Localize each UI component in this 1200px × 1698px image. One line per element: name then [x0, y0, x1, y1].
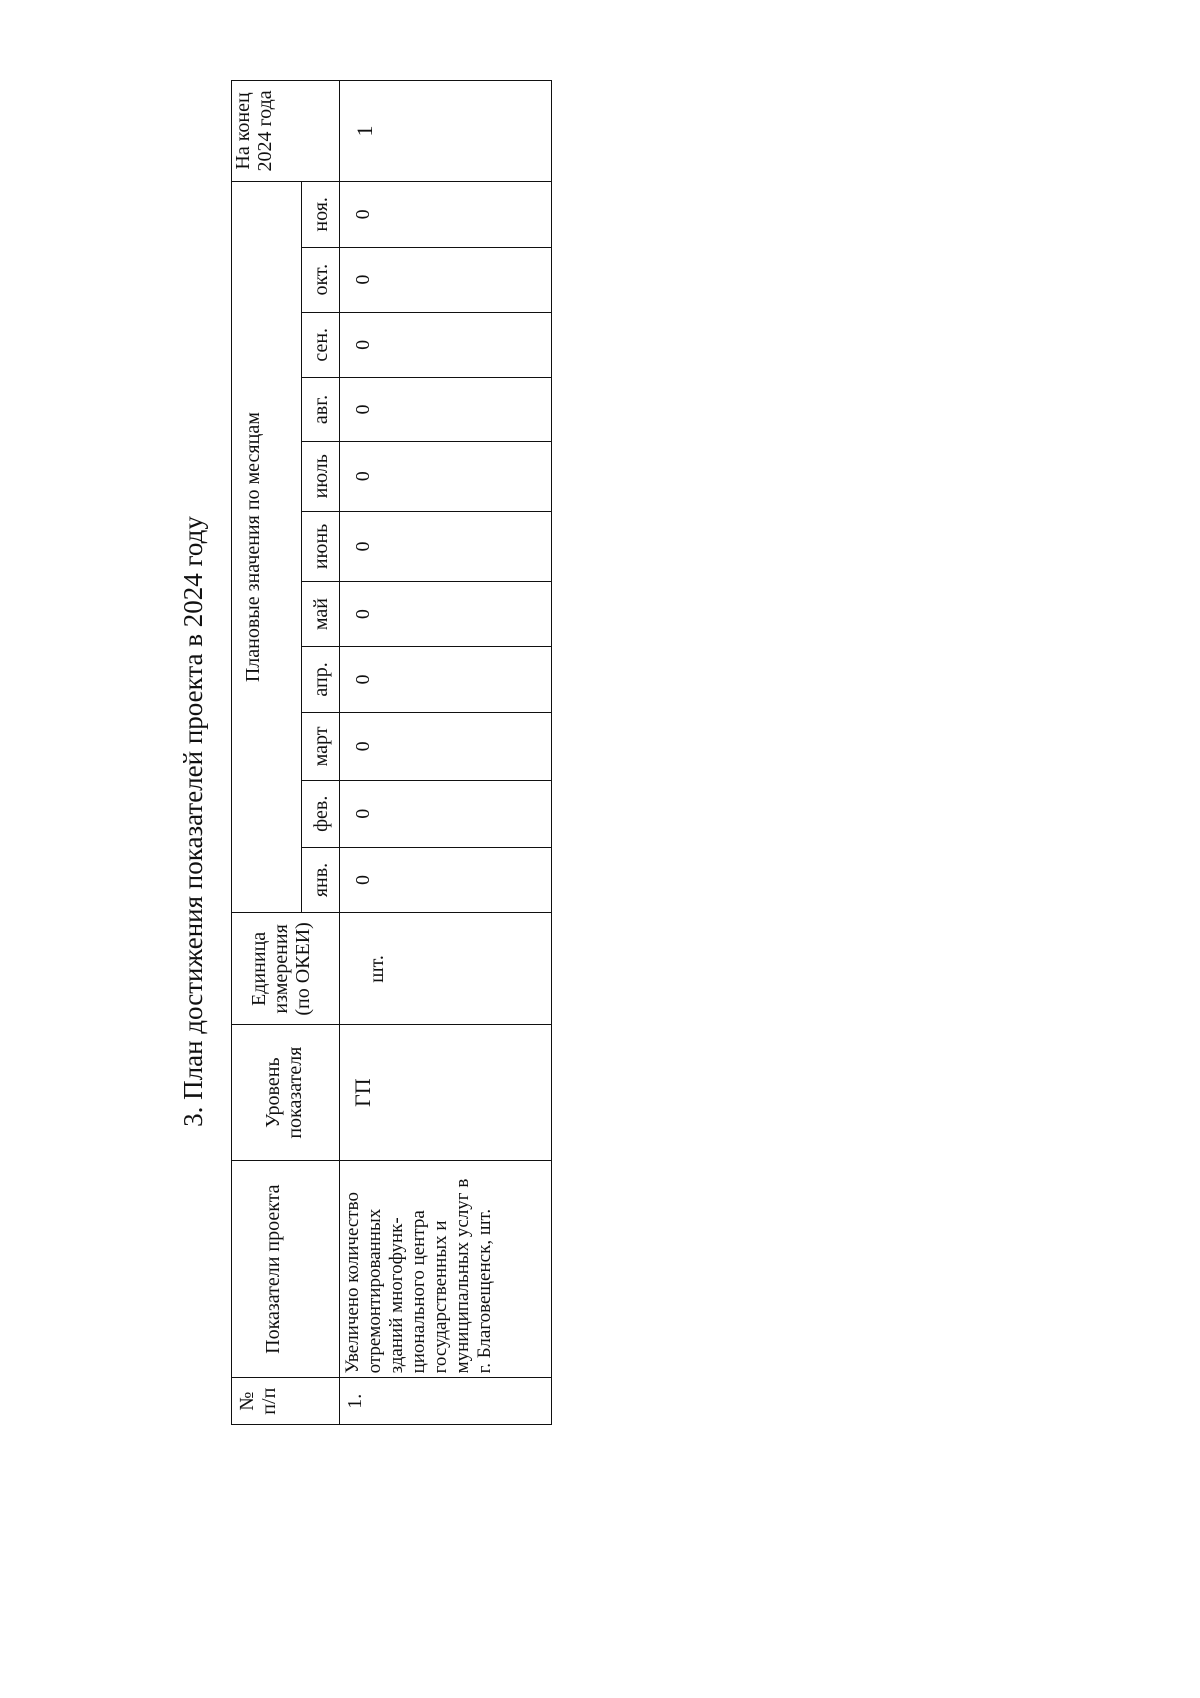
table-row — [340, 81, 552, 1425]
header-month-jul: июль — [302, 441, 340, 511]
page-title: 3. План достижения показателей проекта в 2024 году — [178, 516, 208, 1127]
header-num-text: № п/п — [236, 1387, 280, 1415]
row-value-jul: 0 — [340, 441, 552, 511]
row-value-jan: 0 — [340, 847, 552, 913]
header-planned — [232, 181, 302, 913]
header-num — [232, 1378, 340, 1425]
header-end-of-year-text: На конец 2024 года — [232, 90, 276, 172]
header-month-nov: ноя. — [302, 181, 340, 247]
header-indicator — [232, 1160, 340, 1378]
header-month-mar: март — [302, 712, 340, 780]
header-level-text: Уровень показателя — [262, 1046, 306, 1139]
row-unit: шт. — [340, 913, 552, 1025]
row-value-jun: 0 — [340, 511, 552, 581]
header-month-jun: июнь — [302, 511, 340, 581]
row-value-apr: 0 — [340, 647, 552, 713]
row-value-aug: 0 — [340, 378, 552, 442]
plan-table — [231, 80, 552, 1425]
header-unit — [232, 913, 340, 1025]
row-end-of-year: 1 — [340, 81, 552, 182]
row-num: 1. — [340, 1378, 552, 1425]
row-value-oct: 0 — [340, 247, 552, 312]
row-value-mar: 0 — [340, 712, 552, 780]
row-value-nov: 0 — [340, 181, 552, 247]
header-indicator-text: Показатели проекта — [262, 1184, 284, 1354]
header-end-of-year — [232, 81, 340, 182]
rotated-page — [170, 80, 830, 1560]
row-level: ГП — [340, 1025, 552, 1161]
row-value-feb: 0 — [340, 780, 552, 847]
header-month-apr: апр. — [302, 647, 340, 713]
row-indicator: Увеличено количество отремонтированных зданий многофунк-ционального центра государственных и муниципальных услуг в г. Благовещенск, шт. — [340, 1160, 552, 1378]
header-month-aug: авг. — [302, 378, 340, 442]
header-level — [232, 1025, 340, 1161]
header-month-oct: окт. — [302, 247, 340, 312]
header-month-jan: янв. — [302, 847, 340, 913]
header-month-sep: сен. — [302, 312, 340, 378]
row-value-may: 0 — [340, 582, 552, 647]
row-value-sep: 0 — [340, 312, 552, 378]
header-unit-text: Единица измерения (по ОКЕИ) — [248, 922, 314, 1016]
header-planned-text: Плановые значения по месяцам — [242, 412, 264, 683]
header-month-feb: фев. — [302, 780, 340, 847]
header-month-may: май — [302, 582, 340, 647]
